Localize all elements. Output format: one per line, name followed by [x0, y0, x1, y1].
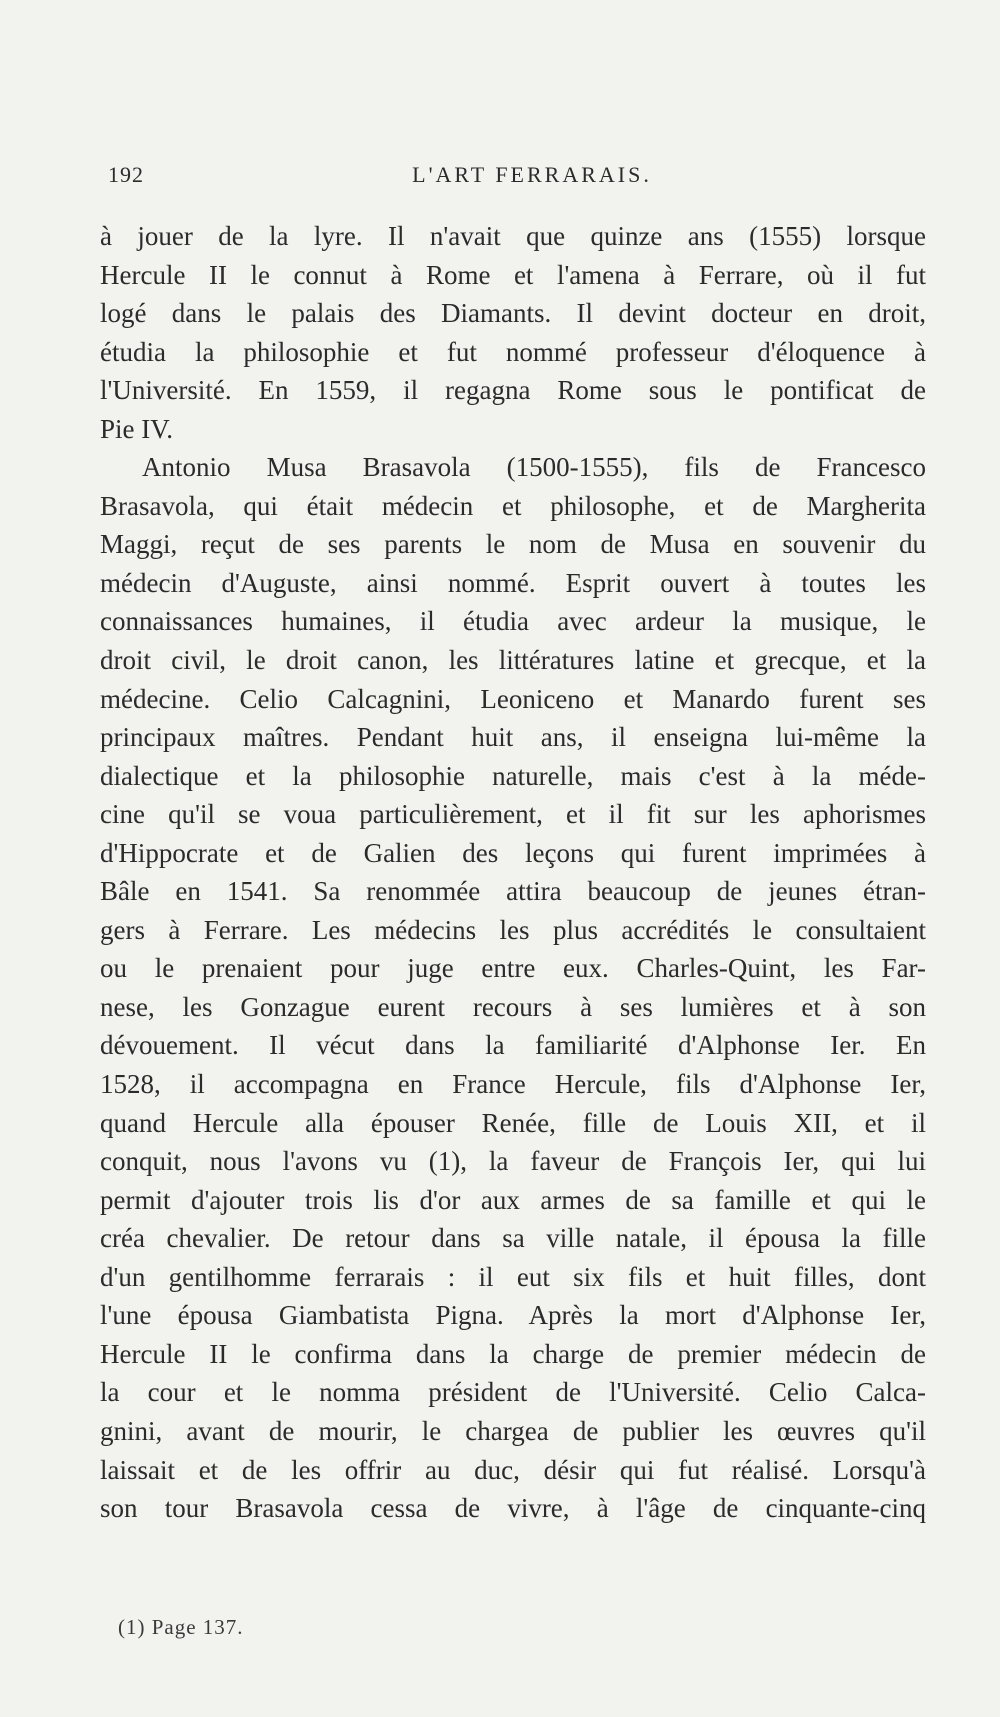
text-line: permit d'ajouter trois lis d'or aux armes de sa famille et qui le	[100, 1184, 926, 1215]
text-line: d'Hippocrate et de Galien des leçons qui furent imprimées à	[100, 837, 926, 868]
paragraph	[100, 448, 926, 1527]
text-line: dévouement. Il vécut dans la familiarité d'Alphonse Ier. En	[100, 1030, 926, 1061]
text-line: l'une épousa Giambatista Pigna. Après la mort d'Alphonse Ier,	[100, 1300, 926, 1331]
text-line: Hercule II le confirma dans la charge de premier médecin de	[100, 1338, 926, 1369]
text-line: gers à Ferrare. Les médecins les plus accrédités le consultaient	[100, 914, 926, 945]
text-line: nese, les Gonzague eurent recours à ses lumières et à son	[100, 991, 926, 1022]
text-line: Hercule II le connut à Rome et l'amena à Ferrare, où il fut	[100, 259, 926, 290]
text-line: conquit, nous l'avons vu (1), la faveur de François Ier, qui lui	[100, 1146, 926, 1177]
text-line: à jouer de la lyre. Il n'avait que quinze ans (1555) lorsque	[100, 221, 926, 251]
text-line: 1528, il accompagna en France Hercule, fils d'Alphonse Ier,	[100, 1069, 926, 1100]
text-line: étudia la philosophie et fut nommé professeur d'éloquence à	[100, 336, 926, 367]
text-line: dialectique et la philosophie naturelle, mais c'est à la méde-	[100, 760, 926, 791]
text-line: Brasavola, qui était médecin et philosophe, et de Margherita	[100, 490, 926, 521]
text-line: ou le prenaient pour juge entre eux. Charles-Quint, les Far-	[100, 953, 926, 984]
text-line: logé dans le palais des Diamants. Il devint docteur en droit,	[100, 298, 926, 329]
text-line: la cour et le nomma président de l'Université. Celio Calca-	[100, 1377, 926, 1408]
text-line: son tour Brasavola cessa de vivre, à l'âge de cinquante-cinq	[100, 1493, 926, 1524]
text-line: Maggi, reçut de ses parents le nom de Musa en souvenir du	[100, 529, 926, 560]
text-line: Bâle en 1541. Sa renommée attira beaucoup de jeunes étran-	[100, 876, 926, 907]
text-line: médecin d'Auguste, ainsi nommé. Esprit ouvert à toutes les	[100, 567, 926, 598]
text-line: d'un gentilhomme ferrarais : il eut six fils et huit filles, dont	[100, 1261, 926, 1292]
text-line: médecine. Celio Calcagnini, Leoniceno et Manardo furent ses	[100, 683, 926, 714]
text-line: l'Université. En 1559, il regagna Rome sous le pontificat de	[100, 375, 926, 406]
page-number: 192	[108, 162, 144, 187]
footnote: (1) Page 137.	[118, 1615, 244, 1639]
text-line: connaissances humaines, il étudia avec ardeur la musique, le	[100, 606, 926, 637]
text-line: Pie IV.	[100, 413, 174, 444]
body-text	[100, 217, 926, 1528]
text-line: principaux maîtres. Pendant huit ans, il enseigna lui-même la	[100, 722, 926, 753]
text-line: cine qu'il se voua particulièrement, et il fit sur les aphorismes	[100, 799, 926, 830]
text-line: gnini, avant de mourir, le chargea de publier les œuvres qu'il	[100, 1415, 926, 1446]
text-line: créa chevalier. De retour dans sa ville natale, il épousa la fille	[100, 1223, 926, 1254]
text-line: quand Hercule alla épouser Renée, fille de Louis XII, et il	[100, 1107, 926, 1138]
paragraph	[100, 217, 926, 448]
text-line: droit civil, le droit canon, les littératures latine et grecque, et la	[100, 645, 926, 676]
running-title: L'ART FERRARAIS.	[412, 162, 652, 187]
text-line: Antonio Musa Brasavola (1500-1555), fils de Francesco	[142, 452, 926, 483]
page-header	[108, 162, 926, 192]
text-line: laissait et de les offrir au duc, désir qui fut réalisé. Lorsqu'à	[100, 1454, 926, 1485]
